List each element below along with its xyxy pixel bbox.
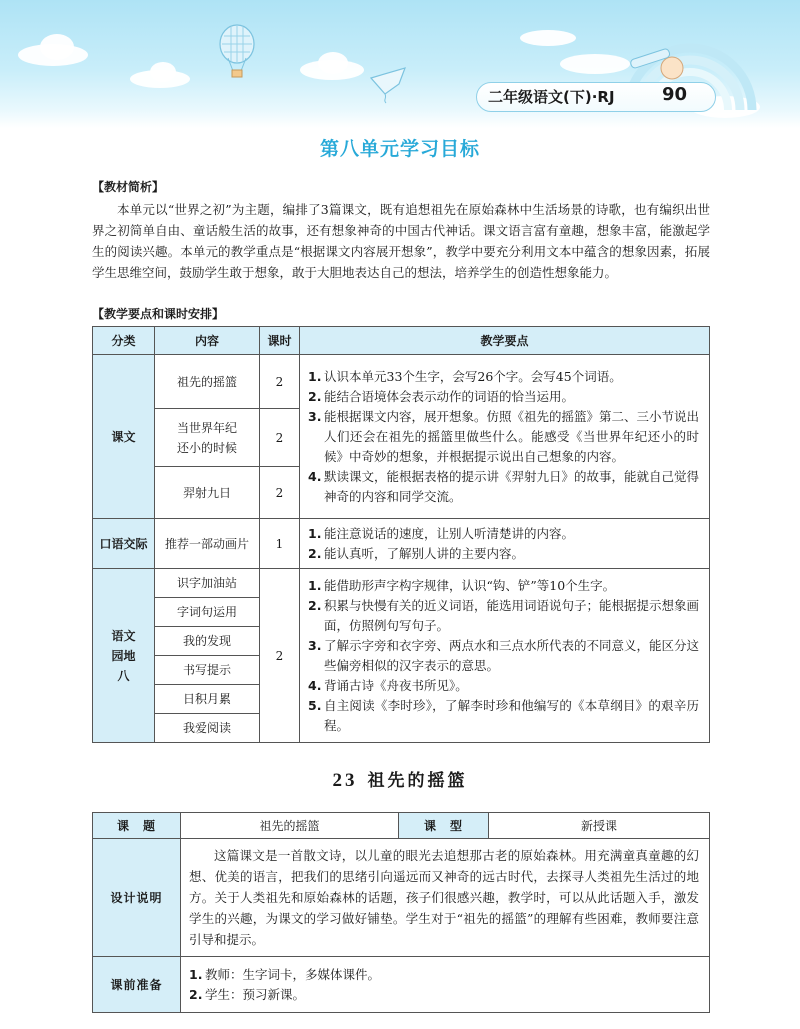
content-cell: 祖先的摇篮 (155, 355, 260, 409)
category-cell: 口语交际 (93, 519, 155, 569)
point-item: 4. 背诵古诗《舟夜书所见》。 (308, 677, 468, 693)
content-cell: 推荐一部动画片 (155, 519, 260, 569)
grade-label: 二年级语文(下)·RJ (488, 88, 615, 106)
content-cell: 字词句运用 (155, 598, 260, 627)
prep-label: 课前准备 (93, 957, 181, 1013)
column-header-points: 教学要点 (300, 327, 710, 355)
unit-title: 第八单元学习目标 (319, 138, 480, 160)
content-cell: 我的发现 (155, 627, 260, 656)
content-cell: 书写提示 (155, 656, 260, 685)
page-number: 90 (662, 84, 688, 105)
topic-label: 课 题 (93, 813, 181, 839)
points-cell (300, 569, 710, 743)
point-item: 2. 能认真听，了解别人讲的主要内容。 (308, 545, 525, 561)
textbook-analysis-label: 【教材简析】 (92, 180, 165, 194)
prep-cell (181, 957, 710, 1013)
hours-cell: 2 (260, 467, 300, 519)
prep-item: 2. 学生：预习新课。 (189, 986, 306, 1002)
point-item: 3. 能根据课文内容，展开想象。仿照《祖先的摇篮》第二、三小节说出人们还会在祖先的摇篮里做些什么。能感受《当世界年纪还小的时候》中奇妙的想象，并根据提示说出自己想象的内容。 (308, 408, 700, 464)
lesson-number: 23 (332, 770, 358, 791)
point-item: 1. 认识本单元33个生字，会写26个字。会写45个词语。 (308, 368, 622, 384)
cloud-decoration (40, 34, 74, 60)
content-cell: 当世界年纪还小的时候 (155, 409, 260, 467)
lesson-title (0, 766, 800, 792)
cloud-decoration (318, 52, 348, 74)
point-item: 1. 能注意说话的速度，让别人听清楚讲的内容。 (308, 525, 575, 541)
cloud-decoration (150, 62, 176, 82)
point-item: 1. 能借助形声字构字规律，认识“钩、铲”等10个生字。 (308, 577, 616, 593)
table-row (93, 569, 710, 598)
plan-label: 【教学要点和课时安排】 (92, 307, 225, 321)
type-label: 课 型 (399, 813, 489, 839)
column-header-category: 分类 (93, 327, 155, 355)
category-cell: 课文 (93, 355, 155, 519)
hours-cell: 1 (260, 519, 300, 569)
table-row (93, 839, 710, 957)
textbook-analysis-text: 本单元以“世界之初”为主题，编排了3篇课文，既有追想祖先在原始森林中生活场景的诗歌，也有编织出世界之初简单自由、童话般生活的故事，还有想象神奇的中国古代神话。课文语言富有童趣，想象丰富，能激起学生的阅读兴趣。本单元的教学重点是“根据课文内容展开想象”，教学中要充分利用文本中蕴含的想象因素，拓展学生思维空间，鼓励学生敢于想象，敢于大胆地表达自己的想法，培养学生的创造性想象能力。 (92, 202, 710, 280)
teaching-plan-table (92, 326, 710, 743)
kite-icon (365, 64, 411, 104)
point-item: 2. 积累与快慢有关的近义词语，能选用词语说句子；能根据提示想象画面，仿照例句写句子。 (308, 597, 700, 633)
topic-value: 祖先的摇篮 (181, 813, 399, 839)
points-cell (300, 355, 710, 519)
points-cell (300, 519, 710, 569)
hot-air-balloon-icon (214, 24, 260, 80)
point-item: 5. 自主阅读《李时珍》，了解李时珍和他编写的《本草纲目》的艰辛历程。 (308, 697, 699, 733)
column-header-hours: 课时 (260, 327, 300, 355)
content-cell: 识字加油站 (155, 569, 260, 598)
design-label: 设计说明 (93, 839, 181, 957)
point-item: 2. 能结合语境体会表示动作的词语的恰当运用。 (308, 388, 575, 404)
hours-cell: 2 (260, 409, 300, 467)
table-row (93, 519, 710, 569)
cloud-decoration (520, 30, 576, 46)
prep-item: 1. 教师：生字词卡，多媒体课件。 (189, 966, 381, 982)
lesson-name: 祖先的摇篮 (367, 771, 468, 791)
hours-cell: 2 (260, 569, 300, 743)
category-cell: 语文园地八 (93, 569, 155, 743)
table-header-row (93, 327, 710, 355)
type-value: 新授课 (489, 813, 710, 839)
point-item: 4. 默读课文，能根据表格的提示讲《羿射九日》的故事，能就自己觉得神奇的内容和同学交流。 (308, 468, 700, 504)
point-item: 3. 了解示字旁和衣字旁、两点水和三点水所代表的不同意义，能区分这些偏旁相似的汉字表示的意思。 (308, 637, 700, 673)
design-text: 这篇课文是一首散文诗，以儿童的眼光去追想那古老的原始森林。用充满童真童趣的幻想、优美的语言，把我们的思绪引向遥远而又神奇的远古时代，去探寻人类祖先生活过的地方。关于人类祖先和原始森林的话题，孩子们很感兴趣，教学时，可以从此话题入手，激发学生的兴趣，为课文的学习做好铺垫。学生对于“祖先的摇篮”的理解有些困难，教师要注意引导和提示。 (181, 839, 710, 957)
table-row (93, 957, 710, 1013)
table-row (93, 813, 710, 839)
content-cell: 羿射九日 (155, 467, 260, 519)
lesson-info-table (92, 812, 710, 1013)
hours-cell: 2 (260, 355, 300, 409)
column-header-content: 内容 (155, 327, 260, 355)
content-cell: 日积月累 (155, 685, 260, 714)
table-row (93, 355, 710, 409)
content-cell: 我爱阅读 (155, 714, 260, 743)
